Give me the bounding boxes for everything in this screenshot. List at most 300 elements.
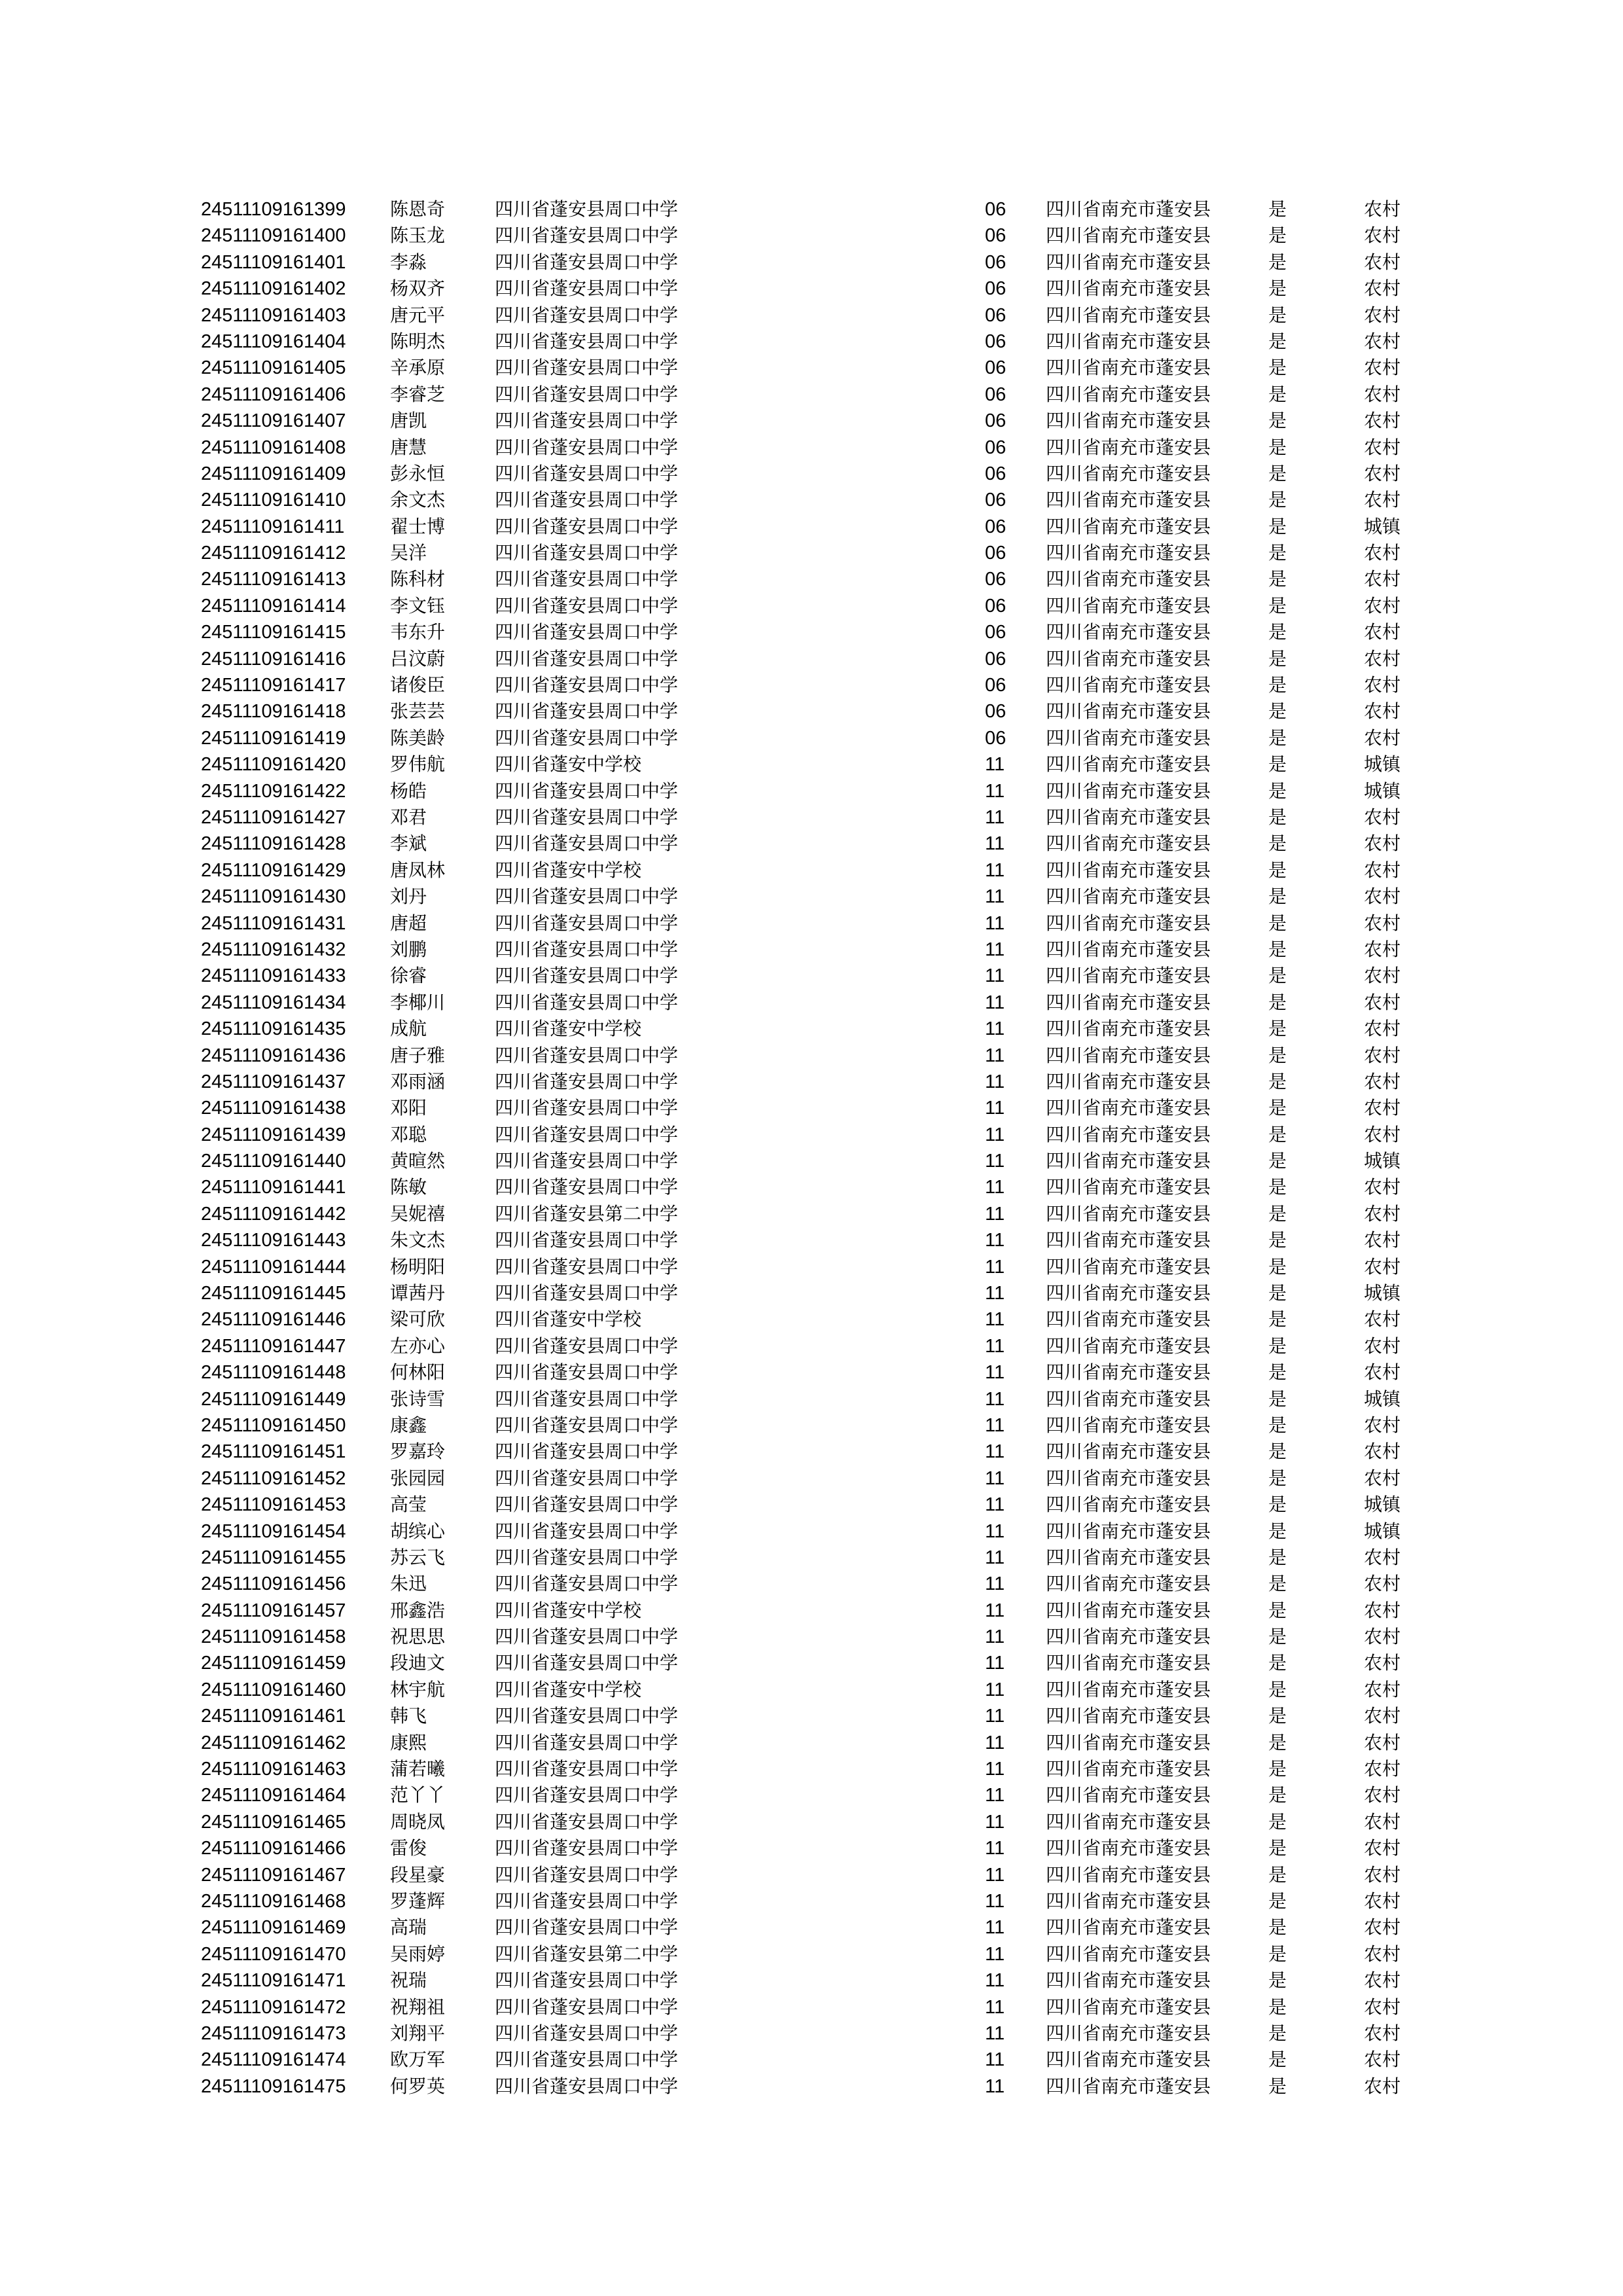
class-code-cell: 11: [985, 939, 1005, 960]
class-code-cell: 06: [985, 304, 1007, 326]
school-cell: 四川省蓬安县周口中学: [495, 251, 679, 273]
region-cell: 四川省南充市蓬安县: [1046, 1996, 1211, 2018]
region-cell: 四川省南充市蓬安县: [1046, 1467, 1211, 1489]
class-code-cell: 11: [985, 2022, 1005, 2044]
region-cell: 四川省南充市蓬安县: [1046, 1361, 1211, 1384]
school-cell: 四川省蓬安县周口中学: [495, 1176, 679, 1198]
student-name-cell: 刘丹: [390, 886, 427, 908]
class-code-cell: 11: [985, 1891, 1005, 1912]
household-type-cell: 农村: [1364, 224, 1401, 247]
household-type-cell: 农村: [1364, 304, 1401, 326]
student-name-cell: 李睿芝: [390, 383, 446, 405]
region-cell: 四川省南充市蓬安县: [1046, 780, 1211, 802]
region-cell: 四川省南充市蓬安县: [1046, 991, 1211, 1013]
school-cell: 四川省蓬安县周口中学: [495, 1150, 679, 1172]
exam-id-cell: 24511109161463: [201, 1759, 346, 1780]
flag-cell: 是: [1268, 1573, 1287, 1595]
student-name-cell: 邓雨涵: [390, 1070, 446, 1092]
region-cell: 四川省南充市蓬安县: [1046, 1202, 1211, 1225]
school-cell: 四川省蓬安县周口中学: [495, 462, 679, 484]
school-cell: 四川省蓬安县周口中学: [495, 674, 679, 696]
student-name-cell: 徐睿: [390, 965, 427, 987]
region-cell: 四川省南充市蓬安县: [1046, 647, 1211, 670]
table-row: [0, 1201, 1623, 1227]
exam-id-cell: 24511109161412: [201, 543, 346, 564]
flag-cell: 是: [1268, 1097, 1287, 1119]
region-cell: 四川省南充市蓬安县: [1046, 1335, 1211, 1357]
flag-cell: 是: [1268, 1282, 1287, 1304]
exam-id-cell: 24511109161460: [201, 1679, 346, 1700]
school-cell: 四川省蓬安县周口中学: [495, 1467, 679, 1489]
school-cell: 四川省蓬安县周口中学: [495, 1414, 679, 1436]
household-type-cell: 农村: [1364, 1361, 1401, 1384]
exam-id-cell: 24511109161471: [201, 1970, 346, 1992]
table-row: [0, 990, 1623, 1016]
school-cell: 四川省蓬安县周口中学: [495, 2075, 679, 2097]
school-cell: 四川省蓬安县周口中学: [495, 198, 679, 220]
household-type-cell: 城镇: [1364, 780, 1401, 802]
flag-cell: 是: [1268, 753, 1287, 776]
flag-cell: 是: [1268, 542, 1287, 564]
table-row: [0, 514, 1623, 540]
table-row: [0, 249, 1623, 276]
exam-id-cell: 24511109161451: [201, 1441, 346, 1463]
school-cell: 四川省蓬安县周口中学: [495, 1494, 679, 1516]
region-cell: 四川省南充市蓬安县: [1046, 859, 1211, 881]
class-code-cell: 11: [985, 1494, 1005, 1516]
school-cell: 四川省蓬安县周口中学: [495, 1969, 679, 1992]
table-row: [0, 1412, 1623, 1439]
table-row: [0, 1227, 1623, 1253]
household-type-cell: 农村: [1364, 1599, 1401, 1621]
region-cell: 四川省南充市蓬安县: [1046, 1044, 1211, 1066]
table-row: [0, 382, 1623, 408]
table-row: [0, 1069, 1623, 1095]
class-code-cell: 11: [985, 1414, 1005, 1436]
school-cell: 四川省蓬安县周口中学: [495, 224, 679, 247]
student-name-cell: 李椰川: [390, 991, 446, 1013]
flag-cell: 是: [1268, 912, 1287, 934]
class-code-cell: 11: [985, 1838, 1005, 1859]
flag-cell: 是: [1268, 1599, 1287, 1621]
exam-id-cell: 24511109161441: [201, 1177, 346, 1198]
region-cell: 四川省南充市蓬安县: [1046, 462, 1211, 484]
exam-id-cell: 24511109161452: [201, 1467, 346, 1489]
household-type-cell: 农村: [1364, 965, 1401, 987]
student-name-cell: 翟士博: [390, 515, 446, 537]
region-cell: 四川省南充市蓬安县: [1046, 1731, 1211, 1753]
household-type-cell: 农村: [1364, 383, 1401, 405]
household-type-cell: 农村: [1364, 1705, 1401, 1727]
region-cell: 四川省南充市蓬安县: [1046, 1652, 1211, 1674]
household-type-cell: 城镇: [1364, 1282, 1401, 1304]
roster-table: [0, 196, 1623, 2100]
class-code-cell: 06: [985, 463, 1007, 484]
household-type-cell: 农村: [1364, 278, 1401, 300]
household-type-cell: 农村: [1364, 251, 1401, 273]
class-code-cell: 11: [985, 1943, 1005, 1965]
region-cell: 四川省南充市蓬安县: [1046, 489, 1211, 511]
household-type-cell: 农村: [1364, 2022, 1401, 2044]
household-type-cell: 农村: [1364, 938, 1401, 960]
class-code-cell: 06: [985, 251, 1007, 273]
region-cell: 四川省南充市蓬安县: [1046, 1388, 1211, 1410]
table-row: [0, 355, 1623, 381]
flag-cell: 是: [1268, 780, 1287, 802]
flag-cell: 是: [1268, 1626, 1287, 1648]
region-cell: 四川省南充市蓬安县: [1046, 1070, 1211, 1092]
student-name-cell: 邢鑫浩: [390, 1599, 446, 1621]
student-name-cell: 辛承原: [390, 357, 446, 379]
school-cell: 四川省蓬安县周口中学: [495, 2022, 679, 2044]
class-code-cell: 11: [985, 1230, 1005, 1251]
flag-cell: 是: [1268, 1229, 1287, 1251]
table-row: [0, 937, 1623, 963]
exam-id-cell: 24511109161404: [201, 331, 346, 352]
student-name-cell: 陈玉龙: [390, 224, 446, 247]
region-cell: 四川省南充市蓬安县: [1046, 515, 1211, 537]
class-code-cell: 11: [985, 992, 1005, 1013]
student-name-cell: 蒲若曦: [390, 1758, 446, 1780]
student-name-cell: 唐子雅: [390, 1044, 446, 1066]
exam-id-cell: 24511109161434: [201, 992, 346, 1013]
student-name-cell: 康熙: [390, 1731, 427, 1753]
student-name-cell: 唐超: [390, 912, 427, 934]
household-type-cell: 农村: [1364, 1969, 1401, 1992]
flag-cell: 是: [1268, 330, 1287, 352]
region-cell: 四川省南充市蓬安县: [1046, 1097, 1211, 1119]
flag-cell: 是: [1268, 1969, 1287, 1992]
exam-id-cell: 24511109161470: [201, 1943, 346, 1965]
household-type-cell: 农村: [1364, 886, 1401, 908]
class-code-cell: 11: [985, 2049, 1005, 2071]
table-row: [0, 725, 1623, 751]
class-code-cell: 11: [985, 1547, 1005, 1568]
table-row: [0, 1465, 1623, 1492]
exam-id-cell: 24511109161411: [201, 516, 345, 537]
class-code-cell: 06: [985, 437, 1007, 458]
table-row: [0, 804, 1623, 831]
class-code-cell: 11: [985, 965, 1005, 987]
school-cell: 四川省蓬安县周口中学: [495, 1335, 679, 1357]
table-row: [0, 487, 1623, 513]
region-cell: 四川省南充市蓬安县: [1046, 1441, 1211, 1463]
class-code-cell: 11: [985, 1811, 1005, 1833]
student-name-cell: 左亦心: [390, 1335, 446, 1357]
exam-id-cell: 24511109161402: [201, 278, 346, 300]
table-row: [0, 2047, 1623, 2073]
household-type-cell: 农村: [1364, 1097, 1401, 1119]
exam-id-cell: 24511109161399: [201, 199, 346, 220]
table-row: [0, 1888, 1623, 1914]
table-row: [0, 1941, 1623, 1967]
region-cell: 四川省南充市蓬安县: [1046, 674, 1211, 696]
student-name-cell: 邓阳: [390, 1097, 427, 1119]
student-name-cell: 刘翔平: [390, 2022, 446, 2044]
flag-cell: 是: [1268, 1467, 1287, 1489]
class-code-cell: 11: [985, 1732, 1005, 1753]
class-code-cell: 11: [985, 1759, 1005, 1780]
class-code-cell: 06: [985, 727, 1007, 749]
class-code-cell: 11: [985, 1071, 1005, 1092]
student-name-cell: 张园园: [390, 1467, 446, 1489]
exam-id-cell: 24511109161459: [201, 1653, 346, 1674]
exam-id-cell: 24511109161428: [201, 833, 346, 855]
table-row: [0, 1333, 1623, 1359]
school-cell: 四川省蓬安县周口中学: [495, 886, 679, 908]
table-row: [0, 1492, 1623, 1518]
table-row: [0, 196, 1623, 223]
household-type-cell: 农村: [1364, 859, 1401, 881]
school-cell: 四川省蓬安县周口中学: [495, 1916, 679, 1939]
household-type-cell: 农村: [1364, 1652, 1401, 1674]
school-cell: 四川省蓬安县周口中学: [495, 410, 679, 432]
table-row: [0, 1043, 1623, 1069]
flag-cell: 是: [1268, 278, 1287, 300]
student-name-cell: 罗嘉玲: [390, 1441, 446, 1463]
exam-id-cell: 24511109161406: [201, 384, 346, 405]
school-cell: 四川省蓬安县周口中学: [495, 330, 679, 352]
flag-cell: 是: [1268, 357, 1287, 379]
region-cell: 四川省南充市蓬安县: [1046, 1573, 1211, 1595]
household-type-cell: 农村: [1364, 330, 1401, 352]
student-name-cell: 李淼: [390, 251, 427, 273]
table-row: [0, 408, 1623, 434]
table-row: [0, 646, 1623, 672]
exam-id-cell: 24511109161409: [201, 463, 346, 484]
student-name-cell: 罗蓬辉: [390, 1890, 446, 1912]
household-type-cell: 农村: [1364, 1044, 1401, 1066]
student-name-cell: 高莹: [390, 1494, 427, 1516]
school-cell: 四川省蓬安县周口中学: [495, 726, 679, 749]
class-code-cell: 11: [985, 833, 1005, 855]
student-name-cell: 陈美龄: [390, 726, 446, 749]
household-type-cell: 农村: [1364, 1176, 1401, 1198]
student-name-cell: 唐凯: [390, 410, 427, 432]
student-name-cell: 吴洋: [390, 542, 427, 564]
flag-cell: 是: [1268, 1441, 1287, 1463]
flag-cell: 是: [1268, 1996, 1287, 2018]
flag-cell: 是: [1268, 224, 1287, 247]
exam-id-cell: 24511109161461: [201, 1706, 346, 1727]
student-name-cell: 胡缤心: [390, 1520, 446, 1542]
flag-cell: 是: [1268, 621, 1287, 643]
class-code-cell: 11: [985, 1653, 1005, 1674]
region-cell: 四川省南充市蓬安县: [1046, 938, 1211, 960]
student-name-cell: 周晓凤: [390, 1810, 446, 1833]
school-cell: 四川省蓬安县周口中学: [495, 700, 679, 723]
school-cell: 四川省蓬安县周口中学: [495, 1996, 679, 2018]
region-cell: 四川省南充市蓬安县: [1046, 912, 1211, 934]
school-cell: 四川省蓬安县周口中学: [495, 1652, 679, 1674]
student-name-cell: 邓君: [390, 806, 427, 828]
class-code-cell: 11: [985, 780, 1005, 802]
exam-id-cell: 24511109161413: [201, 569, 346, 590]
student-name-cell: 谭茜丹: [390, 1282, 446, 1304]
school-cell: 四川省蓬安县周口中学: [495, 1520, 679, 1542]
student-name-cell: 欧万军: [390, 2049, 446, 2071]
table-row: [0, 1439, 1623, 1465]
flag-cell: 是: [1268, 1863, 1287, 1886]
school-cell: 四川省蓬安县周口中学: [495, 1361, 679, 1384]
student-name-cell: 陈明杰: [390, 330, 446, 352]
school-cell: 四川省蓬安县周口中学: [495, 1070, 679, 1092]
household-type-cell: 城镇: [1364, 1388, 1401, 1410]
household-type-cell: 农村: [1364, 489, 1401, 511]
table-row: [0, 1598, 1623, 1624]
region-cell: 四川省南充市蓬安县: [1046, 726, 1211, 749]
household-type-cell: 城镇: [1364, 515, 1401, 537]
exam-id-cell: 24511109161401: [201, 251, 346, 273]
table-row: [0, 1782, 1623, 1808]
flag-cell: 是: [1268, 1176, 1287, 1198]
student-name-cell: 祝思思: [390, 1626, 446, 1648]
student-name-cell: 彭永恒: [390, 462, 446, 484]
student-name-cell: 张诗雪: [390, 1388, 446, 1410]
class-code-cell: 11: [985, 1970, 1005, 1992]
school-cell: 四川省蓬安县周口中学: [495, 1731, 679, 1753]
region-cell: 四川省南充市蓬安县: [1046, 1255, 1211, 1278]
school-cell: 四川省蓬安县第二中学: [495, 1943, 679, 1965]
exam-id-cell: 24511109161436: [201, 1045, 346, 1066]
flag-cell: 是: [1268, 1546, 1287, 1568]
flag-cell: 是: [1268, 1018, 1287, 1040]
school-cell: 四川省蓬安县周口中学: [495, 1626, 679, 1648]
table-row: [0, 1703, 1623, 1729]
exam-id-cell: 24511109161474: [201, 2049, 346, 2071]
class-code-cell: 11: [985, 1467, 1005, 1489]
region-cell: 四川省南充市蓬安县: [1046, 1916, 1211, 1939]
exam-id-cell: 24511109161442: [201, 1203, 346, 1225]
flag-cell: 是: [1268, 251, 1287, 273]
school-cell: 四川省蓬安中学校: [495, 1308, 642, 1331]
region-cell: 四川省南充市蓬安县: [1046, 1018, 1211, 1040]
class-code-cell: 11: [985, 1388, 1005, 1410]
student-name-cell: 康鑫: [390, 1414, 427, 1436]
region-cell: 四川省南充市蓬安县: [1046, 251, 1211, 273]
table-row: [0, 1254, 1623, 1280]
school-cell: 四川省蓬安县周口中学: [495, 1044, 679, 1066]
exam-id-cell: 24511109161453: [201, 1494, 346, 1516]
exam-id-cell: 24511109161439: [201, 1124, 346, 1145]
flag-cell: 是: [1268, 938, 1287, 960]
table-row: [0, 1862, 1623, 1888]
student-name-cell: 范丫丫: [390, 1784, 446, 1806]
household-type-cell: 农村: [1364, 1943, 1401, 1965]
class-code-cell: 06: [985, 225, 1007, 247]
household-type-cell: 农村: [1364, 1308, 1401, 1331]
exam-id-cell: 24511109161427: [201, 806, 346, 828]
region-cell: 四川省南充市蓬安县: [1046, 330, 1211, 352]
exam-id-cell: 24511109161473: [201, 2022, 346, 2044]
table-row: [0, 1809, 1623, 1835]
student-name-cell: 唐慧: [390, 436, 427, 458]
flag-cell: 是: [1268, 1731, 1287, 1753]
student-name-cell: 祝瑞: [390, 1969, 427, 1992]
class-code-cell: 06: [985, 675, 1007, 696]
flag-cell: 是: [1268, 1044, 1287, 1066]
table-row: [0, 1994, 1623, 2020]
class-code-cell: 11: [985, 754, 1005, 776]
flag-cell: 是: [1268, 489, 1287, 511]
school-cell: 四川省蓬安县周口中学: [495, 621, 679, 643]
school-cell: 四川省蓬安县周口中学: [495, 806, 679, 828]
region-cell: 四川省南充市蓬安县: [1046, 1150, 1211, 1172]
exam-id-cell: 24511109161432: [201, 939, 346, 960]
school-cell: 四川省蓬安县周口中学: [495, 357, 679, 379]
class-code-cell: 11: [985, 1018, 1005, 1040]
school-cell: 四川省蓬安中学校: [495, 1018, 642, 1040]
class-code-cell: 11: [985, 2075, 1005, 2097]
region-cell: 四川省南充市蓬安县: [1046, 753, 1211, 776]
class-code-cell: 11: [985, 1177, 1005, 1198]
household-type-cell: 农村: [1364, 1070, 1401, 1092]
household-type-cell: 农村: [1364, 1335, 1401, 1357]
school-cell: 四川省蓬安中学校: [495, 859, 642, 881]
school-cell: 四川省蓬安县周口中学: [495, 1863, 679, 1886]
region-cell: 四川省南充市蓬安县: [1046, 542, 1211, 564]
household-type-cell: 城镇: [1364, 1150, 1401, 1172]
exam-id-cell: 24511109161455: [201, 1547, 346, 1568]
student-name-cell: 林宇航: [390, 1678, 446, 1700]
household-type-cell: 农村: [1364, 542, 1401, 564]
exam-id-cell: 24511109161456: [201, 1573, 346, 1595]
table-row: [0, 1730, 1623, 1756]
student-name-cell: 陈科材: [390, 568, 446, 590]
household-type-cell: 农村: [1364, 2075, 1401, 2097]
class-code-cell: 11: [985, 1996, 1005, 2018]
class-code-cell: 06: [985, 648, 1007, 670]
exam-id-cell: 24511109161467: [201, 1864, 346, 1886]
class-code-cell: 11: [985, 1335, 1005, 1357]
student-name-cell: 段星豪: [390, 1863, 446, 1886]
flag-cell: 是: [1268, 410, 1287, 432]
flag-cell: 是: [1268, 1070, 1287, 1092]
class-code-cell: 11: [985, 1520, 1005, 1542]
flag-cell: 是: [1268, 2075, 1287, 2097]
household-type-cell: 农村: [1364, 1810, 1401, 1833]
exam-id-cell: 24511109161430: [201, 886, 346, 908]
school-cell: 四川省蓬安县周口中学: [495, 833, 679, 855]
school-cell: 四川省蓬安县周口中学: [495, 436, 679, 458]
region-cell: 四川省南充市蓬安县: [1046, 1837, 1211, 1859]
school-cell: 四川省蓬安县周口中学: [495, 938, 679, 960]
household-type-cell: 农村: [1364, 1123, 1401, 1145]
household-type-cell: 农村: [1364, 2049, 1401, 2071]
region-cell: 四川省南充市蓬安县: [1046, 1784, 1211, 1806]
region-cell: 四川省南充市蓬安县: [1046, 2049, 1211, 2071]
household-type-cell: 农村: [1364, 1837, 1401, 1859]
region-cell: 四川省南充市蓬安县: [1046, 700, 1211, 723]
exam-id-cell: 24511109161462: [201, 1732, 346, 1753]
class-code-cell: 06: [985, 701, 1007, 723]
household-type-cell: 农村: [1364, 1546, 1401, 1568]
region-cell: 四川省南充市蓬安县: [1046, 621, 1211, 643]
exam-id-cell: 24511109161450: [201, 1414, 346, 1436]
household-type-cell: 农村: [1364, 594, 1401, 617]
exam-id-cell: 24511109161415: [201, 622, 346, 643]
flag-cell: 是: [1268, 965, 1287, 987]
student-name-cell: 杨皓: [390, 780, 427, 802]
region-cell: 四川省南充市蓬安县: [1046, 2075, 1211, 2097]
student-name-cell: 张芸芸: [390, 700, 446, 723]
region-cell: 四川省南充市蓬安县: [1046, 1810, 1211, 1833]
region-cell: 四川省南充市蓬安县: [1046, 1678, 1211, 1700]
region-cell: 四川省南充市蓬安县: [1046, 1943, 1211, 1965]
exam-id-cell: 24511109161403: [201, 304, 346, 326]
region-cell: 四川省南充市蓬安县: [1046, 1758, 1211, 1780]
table-row: [0, 302, 1623, 329]
